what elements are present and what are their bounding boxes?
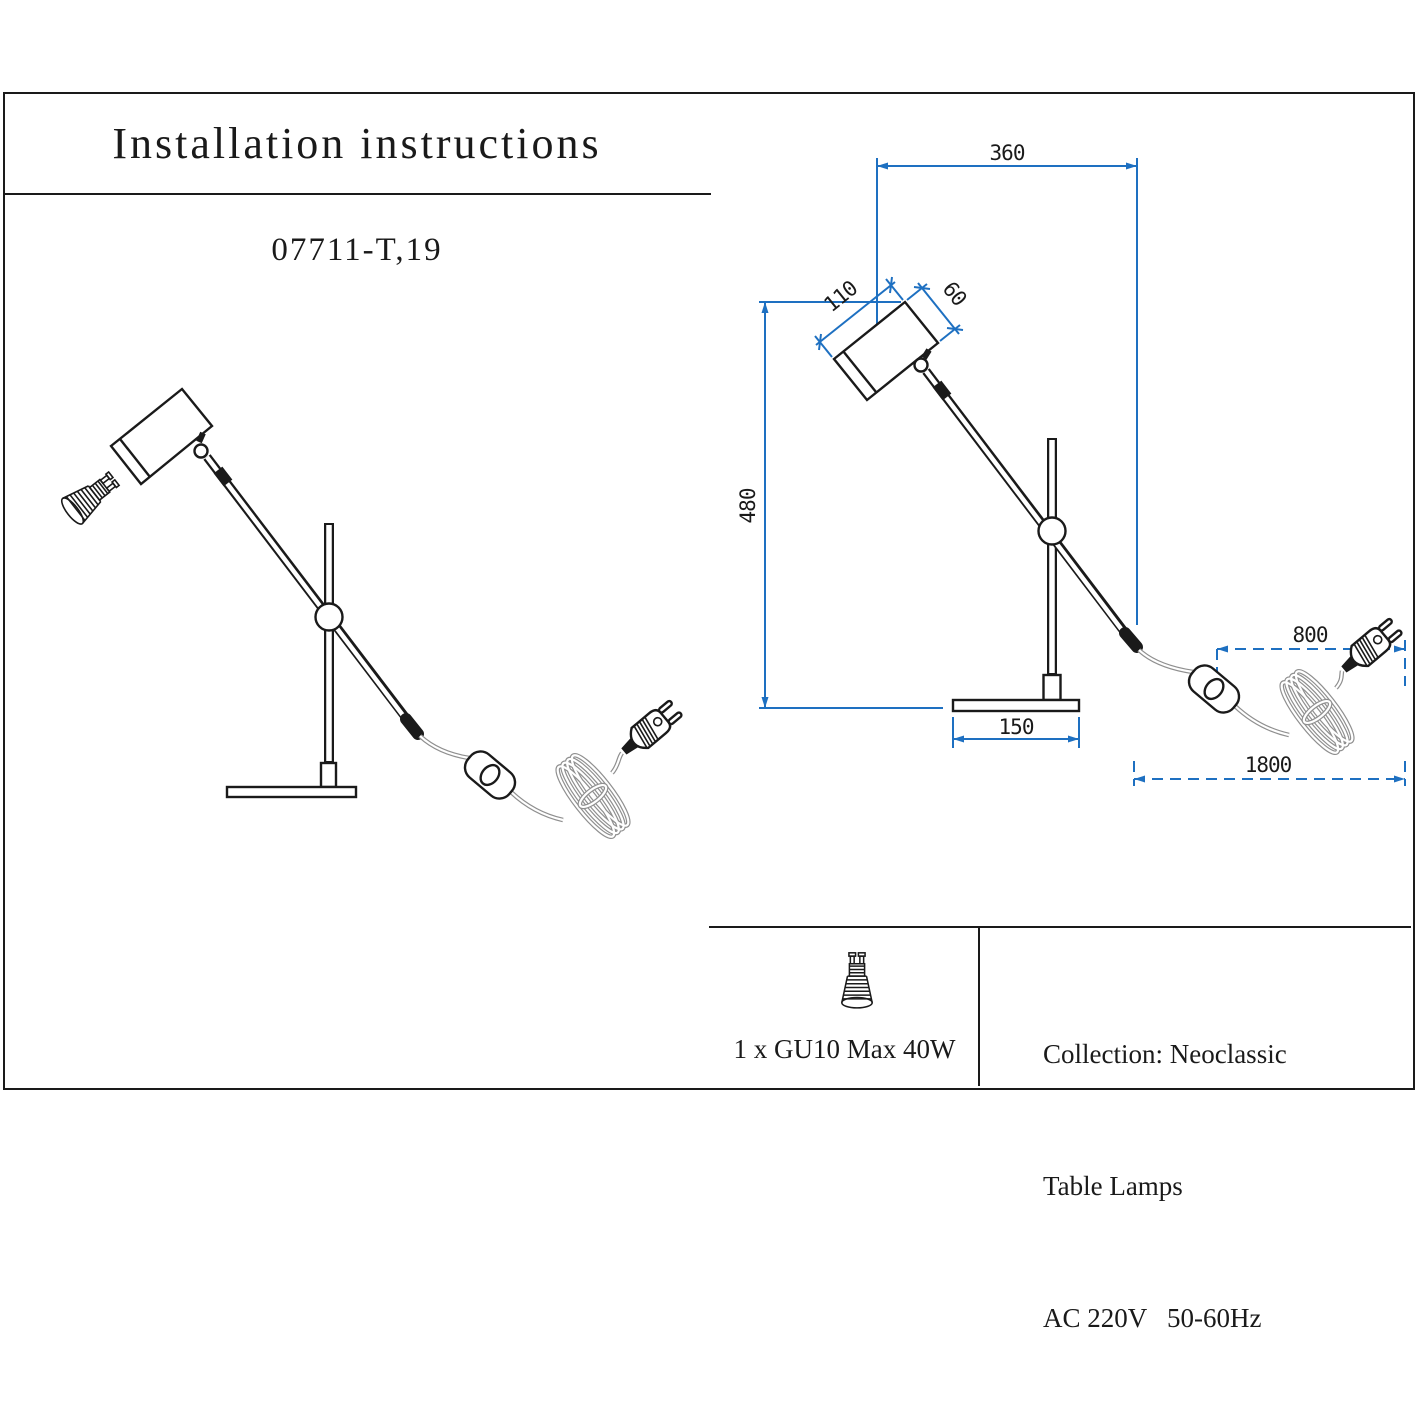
dim-label-110: 110 bbox=[819, 276, 862, 317]
spec-box-separator bbox=[709, 926, 1411, 928]
gu10-bulb-icon bbox=[835, 948, 879, 1010]
plug-pin bbox=[1388, 630, 1403, 643]
spec-category: Table Lamps bbox=[1043, 1171, 1183, 1201]
lamp-diagram-dimensions bbox=[709, 94, 1411, 926]
bulb-spec-label: 1 x GU10 Max 40W bbox=[733, 1034, 956, 1064]
cord-coil bbox=[551, 750, 635, 843]
plug-pin bbox=[668, 712, 683, 725]
power-plug bbox=[616, 698, 685, 762]
dim-label-360: 360 bbox=[989, 141, 1025, 165]
cord-coil bbox=[1275, 666, 1359, 759]
spec-text-block bbox=[1043, 944, 1287, 1428]
lamp-base bbox=[953, 700, 1079, 711]
sheet-frame bbox=[3, 92, 1415, 1333]
arm-band bbox=[218, 470, 228, 483]
dim-label-800: 800 bbox=[1292, 623, 1328, 647]
dim-label-480: 480 bbox=[736, 488, 760, 524]
arm-band bbox=[937, 384, 947, 397]
lamp-head bbox=[834, 302, 938, 400]
plug-pin bbox=[658, 700, 673, 713]
pivot-ball bbox=[316, 604, 343, 631]
dimension-360 bbox=[877, 141, 1137, 625]
pole-socket bbox=[1044, 675, 1061, 700]
dim-label-150: 150 bbox=[998, 715, 1034, 739]
pole-socket bbox=[321, 763, 336, 787]
dimension-150 bbox=[953, 715, 1079, 748]
pivot-ball bbox=[1039, 518, 1066, 545]
dim-label-1800: 1800 bbox=[1244, 753, 1292, 777]
lamp-arm bbox=[926, 371, 1137, 647]
page-title: Installation instructions bbox=[112, 119, 602, 168]
plug-pin bbox=[1378, 618, 1393, 631]
spec-collection: Collection: Neoclassic bbox=[1043, 1039, 1287, 1069]
spec-box-divider bbox=[978, 926, 980, 1086]
spec-power: AC 220V 50-60Hz bbox=[1043, 1303, 1262, 1333]
lamp-base bbox=[227, 787, 356, 797]
dimension-1800 bbox=[1134, 753, 1405, 786]
lamp-diagram-plain bbox=[5, 195, 709, 1086]
dim-label-60: 60 bbox=[937, 276, 972, 311]
arm-ferrule bbox=[406, 719, 418, 734]
lamp-arm bbox=[207, 457, 418, 734]
model-number: 07711-T,19 bbox=[271, 232, 443, 268]
arm-ferrule bbox=[1125, 633, 1137, 647]
gu10-bulb bbox=[58, 466, 123, 527]
lamp-head bbox=[111, 389, 212, 484]
